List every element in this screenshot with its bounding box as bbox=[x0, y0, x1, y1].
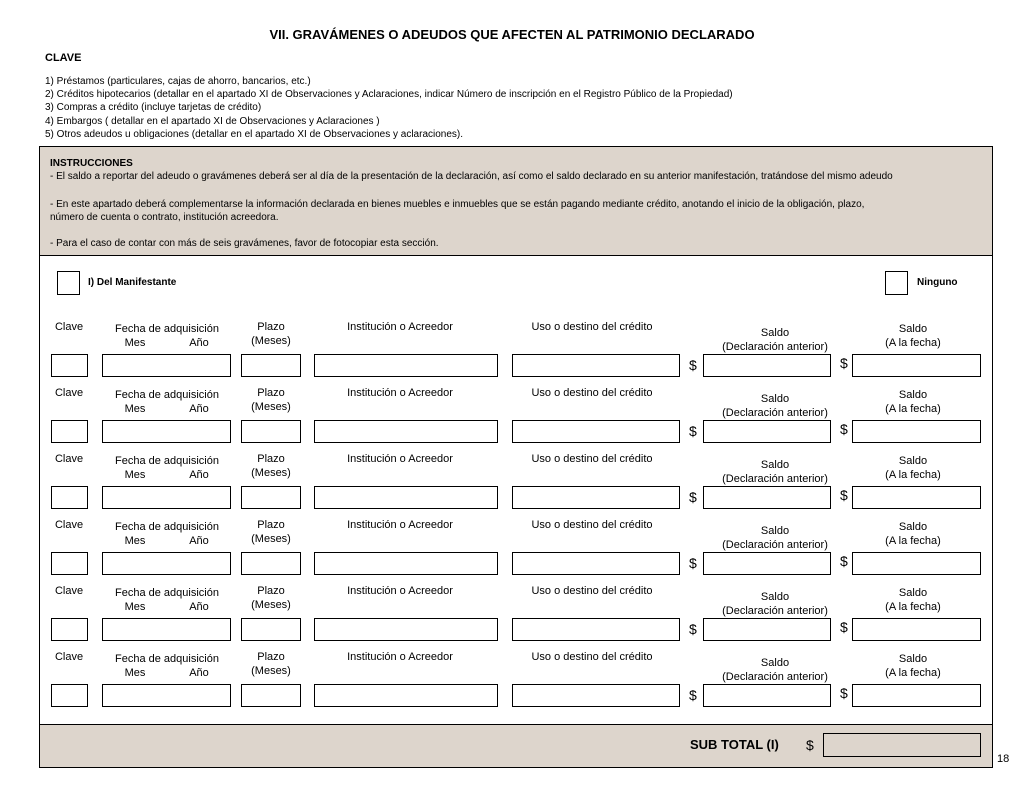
clave-heading: CLAVE bbox=[45, 52, 82, 64]
subtotal-field[interactable] bbox=[823, 733, 981, 757]
subtotal-currency: $ bbox=[806, 737, 814, 753]
col-label-plazo: Plazo bbox=[257, 519, 285, 531]
col-label-anio: Año bbox=[189, 337, 209, 349]
currency-symbol: $ bbox=[840, 421, 848, 437]
col-label-saldo-anterior: Saldo bbox=[760, 459, 790, 471]
col-label-meses: (Meses) bbox=[251, 533, 291, 545]
fecha-field[interactable] bbox=[102, 354, 231, 377]
col-label-institucion: Institución o Acreedor bbox=[347, 651, 453, 663]
col-label-clave: Clave bbox=[54, 321, 84, 333]
subtotal-label: SUB TOTAL (I) bbox=[690, 737, 779, 752]
clave-item: 4) Embargos ( detallar en el apartado XI de Observaciones y Aclaraciones ) bbox=[45, 115, 380, 127]
manifestante-label: I) Del Manifestante bbox=[88, 277, 177, 288]
clave-field[interactable] bbox=[51, 486, 88, 509]
saldo-anterior-field[interactable] bbox=[703, 354, 831, 377]
col-label-anio: Año bbox=[189, 469, 209, 481]
plazo-field[interactable] bbox=[241, 486, 301, 509]
uso-field[interactable] bbox=[512, 354, 680, 377]
currency-symbol: $ bbox=[840, 553, 848, 569]
plazo-field[interactable] bbox=[241, 354, 301, 377]
col-label-institucion: Institución o Acreedor bbox=[347, 453, 453, 465]
col-label-clave: Clave bbox=[54, 519, 84, 531]
ninguno-checkbox[interactable] bbox=[885, 271, 908, 295]
currency-symbol: $ bbox=[840, 355, 848, 371]
col-label-saldo-fecha: Saldo bbox=[898, 455, 928, 467]
page-title: VII. GRAVÁMENES O ADEUDOS QUE AFECTEN AL PATRIMONIO DECLARADO bbox=[269, 27, 755, 42]
saldo-fecha-field[interactable] bbox=[852, 420, 981, 443]
col-label-saldo-anterior-sub: (Declaración anterior) bbox=[722, 473, 828, 485]
col-label-fecha: Fecha de adquisición bbox=[115, 323, 219, 335]
col-label-anio: Año bbox=[189, 403, 209, 415]
col-label-plazo: Plazo bbox=[257, 651, 285, 663]
col-label-saldo-anterior: Saldo bbox=[760, 657, 790, 669]
col-label-fecha: Fecha de adquisición bbox=[115, 389, 219, 401]
col-label-saldo-anterior-sub: (Declaración anterior) bbox=[722, 341, 828, 353]
col-label-uso: Uso o destino del crédito bbox=[531, 519, 653, 531]
clave-field[interactable] bbox=[51, 618, 88, 641]
col-label-fecha: Fecha de adquisición bbox=[115, 587, 219, 599]
saldo-fecha-field[interactable] bbox=[852, 684, 981, 707]
col-label-meses: (Meses) bbox=[251, 665, 291, 677]
fecha-field[interactable] bbox=[102, 486, 231, 509]
clave-field[interactable] bbox=[51, 684, 88, 707]
uso-field[interactable] bbox=[512, 684, 680, 707]
col-label-clave: Clave bbox=[54, 651, 84, 663]
col-label-saldo-anterior-sub: (Declaración anterior) bbox=[722, 407, 828, 419]
currency-symbol: $ bbox=[840, 619, 848, 635]
saldo-anterior-field[interactable] bbox=[703, 486, 831, 509]
col-label-plazo: Plazo bbox=[257, 321, 285, 333]
col-label-plazo: Plazo bbox=[257, 585, 285, 597]
institucion-field[interactable] bbox=[314, 486, 498, 509]
col-label-meses: (Meses) bbox=[251, 401, 291, 413]
clave-list bbox=[45, 75, 733, 141]
col-label-meses: (Meses) bbox=[251, 335, 291, 347]
col-label-saldo-fecha-sub: (A la fecha) bbox=[885, 469, 941, 481]
col-label-saldo-anterior-sub: (Declaración anterior) bbox=[722, 605, 828, 617]
instruction-2b: número de cuenta o contrato, institución acreedora. bbox=[50, 212, 279, 223]
col-label-institucion: Institución o Acreedor bbox=[347, 585, 453, 597]
col-label-saldo-anterior: Saldo bbox=[760, 525, 790, 537]
col-label-mes: Mes bbox=[124, 601, 146, 613]
fecha-field[interactable] bbox=[102, 684, 231, 707]
col-label-saldo-fecha-sub: (A la fecha) bbox=[885, 337, 941, 349]
currency-symbol: $ bbox=[689, 687, 697, 703]
saldo-fecha-field[interactable] bbox=[852, 618, 981, 641]
col-label-mes: Mes bbox=[124, 667, 146, 679]
col-label-uso: Uso o destino del crédito bbox=[531, 387, 653, 399]
currency-symbol: $ bbox=[689, 621, 697, 637]
currency-symbol: $ bbox=[840, 487, 848, 503]
col-label-institucion: Institución o Acreedor bbox=[347, 321, 453, 333]
col-label-mes: Mes bbox=[124, 535, 146, 547]
uso-field[interactable] bbox=[512, 420, 680, 443]
col-label-saldo-anterior-sub: (Declaración anterior) bbox=[722, 671, 828, 683]
col-label-plazo: Plazo bbox=[257, 453, 285, 465]
institucion-field[interactable] bbox=[314, 420, 498, 443]
col-label-uso: Uso o destino del crédito bbox=[531, 453, 653, 465]
instruction-2a: - En este apartado deberá complementarse la información declarada en bienes muebles e inmuebles que se están pagando mediante crédito, anotando el inicio de la obligación, plazo, bbox=[50, 199, 865, 210]
manifestante-checkbox[interactable] bbox=[57, 271, 80, 295]
clave-item: 3) Compras a crédito (incluye tarjetas de crédito) bbox=[45, 102, 262, 114]
plazo-field[interactable] bbox=[241, 684, 301, 707]
col-label-fecha: Fecha de adquisición bbox=[115, 521, 219, 533]
col-label-clave: Clave bbox=[54, 453, 84, 465]
institucion-field[interactable] bbox=[314, 552, 498, 575]
col-label-saldo-fecha: Saldo bbox=[898, 653, 928, 665]
col-label-saldo-fecha-sub: (A la fecha) bbox=[885, 601, 941, 613]
col-label-mes: Mes bbox=[124, 403, 146, 415]
clave-field[interactable] bbox=[51, 420, 88, 443]
col-label-fecha: Fecha de adquisición bbox=[115, 653, 219, 665]
plazo-field[interactable] bbox=[241, 618, 301, 641]
saldo-fecha-field[interactable] bbox=[852, 486, 981, 509]
fecha-field[interactable] bbox=[102, 420, 231, 443]
saldo-anterior-field[interactable] bbox=[703, 420, 831, 443]
currency-symbol: $ bbox=[689, 423, 697, 439]
col-label-saldo-anterior: Saldo bbox=[760, 393, 790, 405]
currency-symbol: $ bbox=[689, 357, 697, 373]
col-label-uso: Uso o destino del crédito bbox=[531, 321, 653, 333]
col-label-clave: Clave bbox=[54, 387, 84, 399]
col-label-uso: Uso o destino del crédito bbox=[531, 651, 653, 663]
col-label-saldo-anterior: Saldo bbox=[760, 591, 790, 603]
col-label-uso: Uso o destino del crédito bbox=[531, 585, 653, 597]
currency-symbol: $ bbox=[689, 489, 697, 505]
col-label-saldo-fecha: Saldo bbox=[898, 389, 928, 401]
fecha-field[interactable] bbox=[102, 618, 231, 641]
uso-field[interactable] bbox=[512, 486, 680, 509]
col-label-saldo-fecha: Saldo bbox=[898, 323, 928, 335]
currency-symbol: $ bbox=[840, 685, 848, 701]
col-label-saldo-fecha-sub: (A la fecha) bbox=[885, 667, 941, 679]
uso-field[interactable] bbox=[512, 552, 680, 575]
institucion-field[interactable] bbox=[314, 684, 498, 707]
col-label-clave: Clave bbox=[54, 585, 84, 597]
plazo-field[interactable] bbox=[241, 420, 301, 443]
col-label-saldo-anterior: Saldo bbox=[760, 327, 790, 339]
saldo-anterior-field[interactable] bbox=[703, 618, 831, 641]
col-label-anio: Año bbox=[189, 667, 209, 679]
col-label-mes: Mes bbox=[124, 337, 146, 349]
clave-field[interactable] bbox=[51, 354, 88, 377]
col-label-institucion: Institución o Acreedor bbox=[347, 387, 453, 399]
uso-field[interactable] bbox=[512, 618, 680, 641]
fecha-field[interactable] bbox=[102, 552, 231, 575]
saldo-fecha-field[interactable] bbox=[852, 552, 981, 575]
saldo-anterior-field[interactable] bbox=[703, 684, 831, 707]
saldo-fecha-field[interactable] bbox=[852, 354, 981, 377]
clave-item: 1) Préstamos (particulares, cajas de ahorro, bancarios, etc.) bbox=[45, 76, 311, 87]
ninguno-label: Ninguno bbox=[917, 277, 958, 288]
col-label-meses: (Meses) bbox=[251, 467, 291, 479]
institucion-field[interactable] bbox=[314, 354, 498, 377]
col-label-plazo: Plazo bbox=[257, 387, 285, 399]
plazo-field[interactable] bbox=[241, 552, 301, 575]
col-label-anio: Año bbox=[189, 601, 209, 613]
institucion-field[interactable] bbox=[314, 618, 498, 641]
clave-item: 5) Otros adeudos u obligaciones (detallar en el apartado XI de Observaciones y aclaraciones). bbox=[45, 128, 464, 140]
col-label-institucion: Institución o Acreedor bbox=[347, 519, 453, 531]
col-label-saldo-fecha-sub: (A la fecha) bbox=[885, 535, 941, 547]
col-label-anio: Año bbox=[189, 535, 209, 547]
col-label-saldo-fecha: Saldo bbox=[898, 587, 928, 599]
col-label-meses: (Meses) bbox=[251, 599, 291, 611]
col-label-mes: Mes bbox=[124, 469, 146, 481]
clave-item: 2) Créditos hipotecarios (detallar en el apartado XI de Observaciones y Aclaraciones, indicar Número de inscripción en el Registro Público de la Propiedad) bbox=[45, 89, 733, 101]
saldo-anterior-field[interactable] bbox=[703, 552, 831, 575]
clave-field[interactable] bbox=[51, 552, 88, 575]
col-label-saldo-fecha: Saldo bbox=[898, 521, 928, 533]
instructions-heading: INSTRUCCIONES bbox=[50, 158, 133, 169]
instruction-1: - El saldo a reportar del adeudo o gravámenes deberá ser al día de la presentación de la declaración, así como el saldo declarado en su anterior manifestación, tratándose del mismo adeudo bbox=[50, 171, 893, 182]
instruction-3: - Para el caso de contar con más de seis gravámenes, favor de fotocopiar esta sección. bbox=[50, 238, 439, 249]
page-number: 18 bbox=[997, 753, 1010, 765]
col-label-saldo-anterior-sub: (Declaración anterior) bbox=[722, 539, 828, 551]
currency-symbol: $ bbox=[689, 555, 697, 571]
col-label-saldo-fecha-sub: (A la fecha) bbox=[885, 403, 941, 415]
col-label-fecha: Fecha de adquisición bbox=[115, 455, 219, 467]
